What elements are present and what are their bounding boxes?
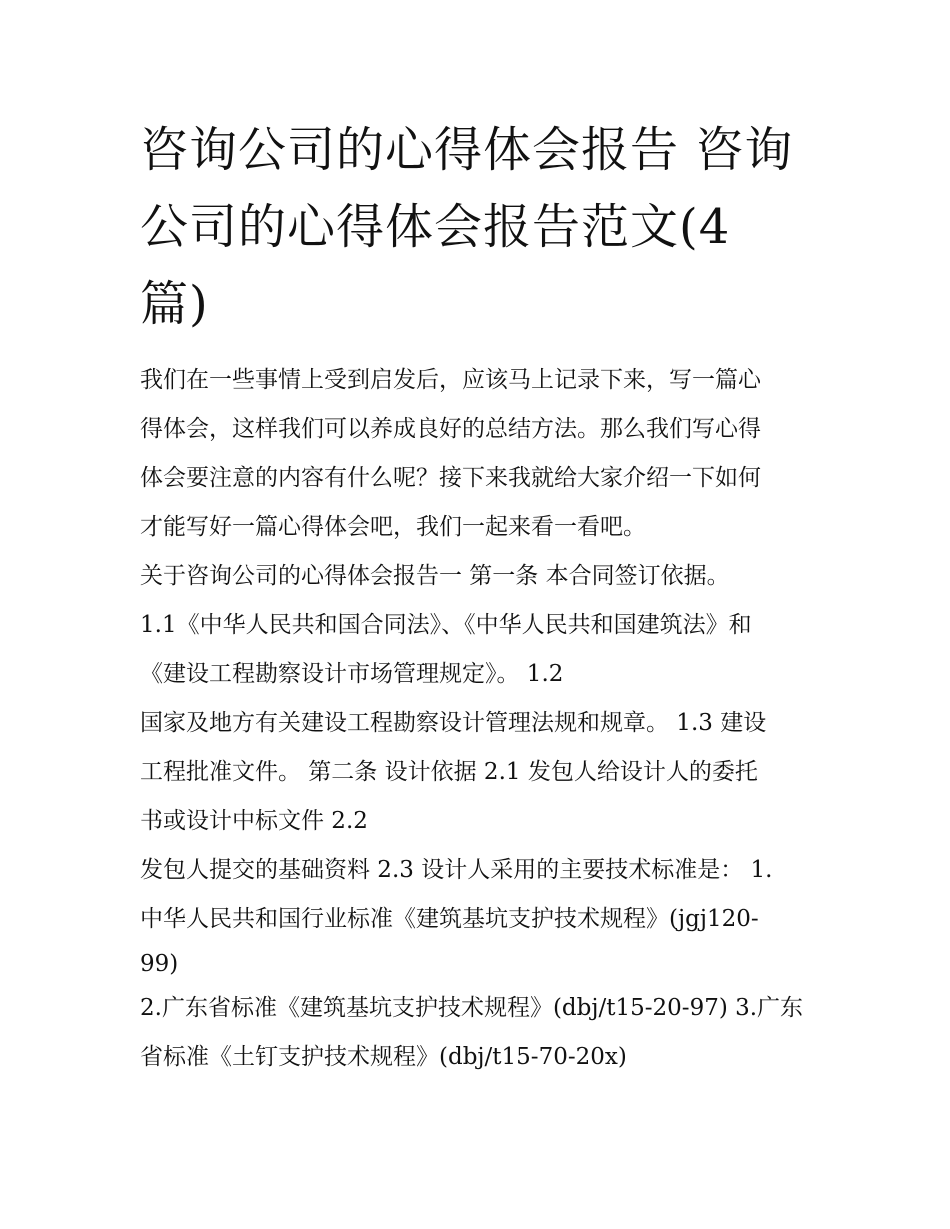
body-line-14: 2.广东省标准《建筑基坑支护技术规程》(dbj/t15-20-97) 3.广东 (140, 995, 804, 1021)
body-line-4: 才能写好一篇心得体会吧，我们一起来看一看吧。 (140, 514, 646, 540)
body-line-12: 中华人民共和国行业标准《建筑基坑支护技术规程》(jgj120- (140, 906, 759, 932)
document-title (140, 112, 830, 343)
body-line-2: 得体会，这样我们可以养成良好的总结方法。那么我们写心得 (140, 416, 761, 442)
body-line-10: 书或设计中标文件 2.2 (140, 808, 368, 834)
body-line-1: 我们在一些事情上受到启发后，应该马上记录下来，写一篇心 (140, 367, 761, 393)
title-line-2: 公司的心得体会报告范文(4 (140, 199, 731, 255)
body-line-13: 99) (140, 951, 179, 977)
title-line-1: 咨询公司的心得体会报告 咨询 (140, 122, 794, 178)
body-line-8: 国家及地方有关建设工程勘察设计管理法规和规章。 1.3 建设 (140, 710, 767, 736)
body-line-11: 发包人提交的基础资料 2.3 设计人采用的主要技术标准是： 1. (140, 857, 773, 883)
body-line-15: 省标准《土钉支护技术规程》(dbj/t15-70-20x) (140, 1044, 627, 1070)
body-line-3: 体会要注意的内容有什么呢？接下来我就给大家介绍一下如何 (140, 465, 761, 491)
body-line-5: 关于咨询公司的心得体会报告一 第一条 本合同签订依据。 (140, 563, 730, 589)
title-line-3: 篇) (140, 276, 209, 332)
body-line-6: 1.1《中华人民共和国合同法》、《中华人民共和国建筑法》和 (140, 612, 752, 638)
body-line-9: 工程批准文件。 第二条 设计依据 2.1 发包人给设计人的委托 (140, 759, 758, 785)
body-line-7: 《建设工程勘察设计市场管理规定》。 1.2 (140, 661, 564, 687)
document-body (140, 356, 820, 1082)
